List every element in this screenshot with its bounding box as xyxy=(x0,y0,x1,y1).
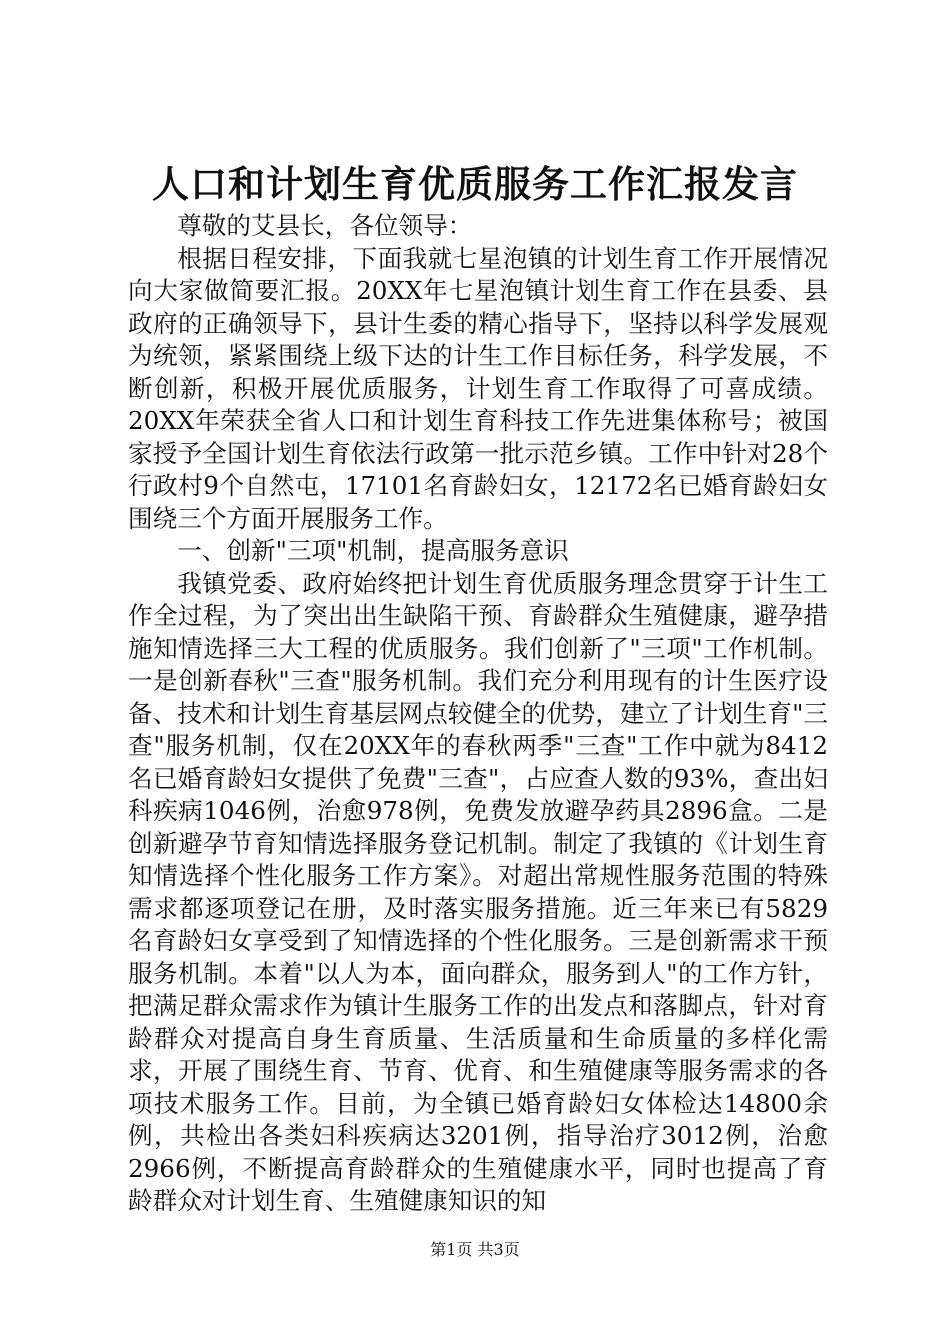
page-footer: 第1页 共3页 xyxy=(430,1240,520,1259)
paragraph-intro: 根据日程安排，下面我就七星泡镇的计划生育工作开展情况向大家做简要汇报。20XX年七星泡镇计划生育工作在县委、县政府的正确领导下，县计生委的精心指导下，坚持以科学发展观为统领，紧紧围绕上级下达的计生工作目标任务，科学发展，不断创新，积极开展优质服务，计划生育工作取得了可喜成绩。20XX年荣获全省人口和计划生育科技工作先进集体称号；被国家授予全国计划生育依法行政第一批示范乡镇。工作中针对28个行政村9个自然屯，17101名育龄妇女，12172名已婚育龄妇女围绕三个方面开展服务工作。 xyxy=(128,243,828,533)
document-title: 人口和计划生育优质服务工作汇报发言 xyxy=(152,162,798,206)
section-heading: 一、创新"三项"机制，提高服务意识 xyxy=(177,536,569,565)
document-body xyxy=(128,210,828,1218)
paragraph-section-1: 我镇党委、政府始终把计划生育优质服务理念贯穿于计生工作全过程，为了突出出生缺陷干预、育龄群众生殖健康，避孕措施知情选择三大工程的优质服务。我们创新了"三项"工作机制。一是创新春秋"三查"服务机制。我们充分利用现有的计生医疗设备、技术和计划生育基层网点较健全的优势，建立了计划生育"三查"服务机制，仅在20XX年的春秋两季"三查"工作中就为8412名已婚育龄妇女提供了免费"三查"，占应查人数的93%，查出妇科疾病1046例，治愈978例，免费发放避孕药具2896盒。二是创新避孕节育知情选择服务登记机制。制定了我镇的《计划生育知情选择个性化服务工作方案》。对超出常规性服务范围的特殊需求都逐项登记在册，及时落实服务措施。近三年来已有5829名育龄妇女享受到了知情选择的个性化服务。三是创新需求干预服务机制。本着"以人为本，面向群众，服务到人"的工作方针，把满足群众需求作为镇计生服务工作的出发点和落脚点，针对育龄群众对提高自身生育质量、生活质量和生命质量的多样化需求，开展了围绕生育、节育、优育、和生殖健康等服务需求的各项技术服务工作。目前，为全镇已婚育龄妇女体检达14800余例，共检出各类妇科疾病达3201例，指导治疗3012例，治愈2966例，不断提高育龄群众的生殖健康水平，同时也提高了育龄群众对计划生育、生殖健康知识的知 xyxy=(128,568,828,1215)
salutation: 尊敬的艾县长，各位领导： xyxy=(177,211,473,240)
